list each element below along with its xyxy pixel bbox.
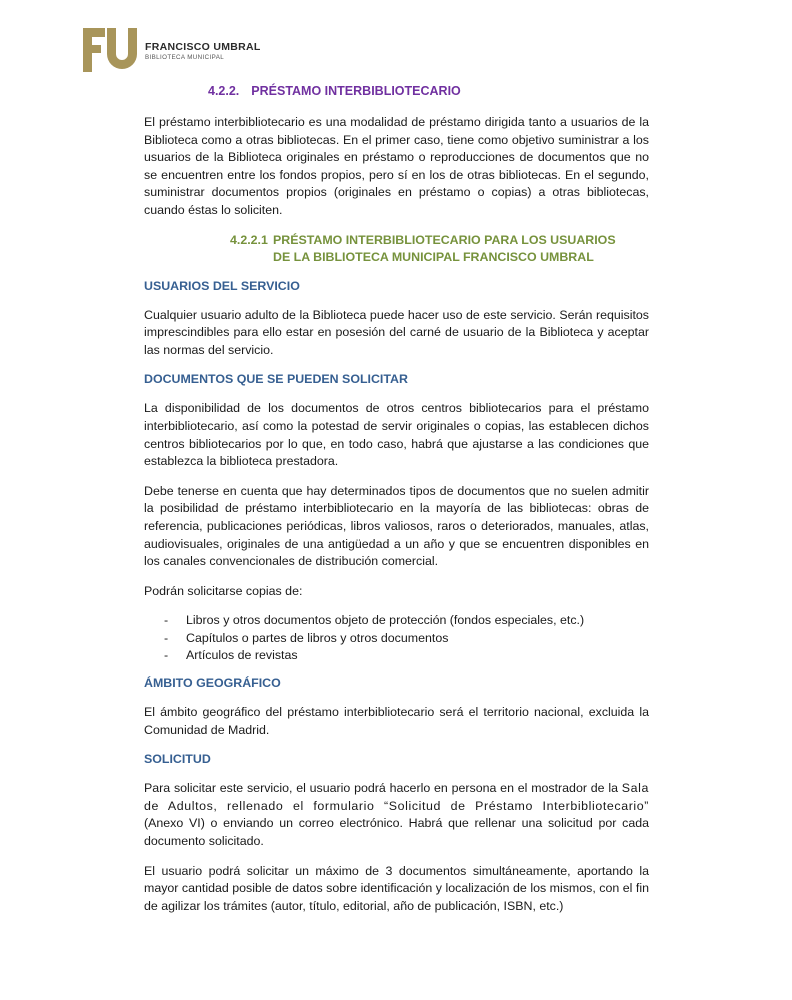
library-logo [83,28,283,72]
logo-name: FRANCISCO UMBRAL [145,41,261,53]
heading-documentos: DOCUMENTOS QUE SE PUEDEN SOLICITAR [144,372,408,387]
section-title [208,84,649,98]
subsection-title [230,232,649,266]
logo-subtitle: BIBLIOTECA MUNICIPAL [145,54,225,61]
fu-logo-icon [83,28,137,72]
section-number: 4.2.2. [208,84,240,98]
usuarios-text: Cualquier usuario adulto de la Biblioteca puede hacer uso de este servicio. Serán requisitos imprescindibles para ello estar en posesión del carné de usuario de la Biblioteca y aceptar las normas del servicio. [144,307,649,357]
solicitud-p2: El usuario podrá solicitar un máximo de 3 documentos simultáneamente, aportando la mayor cantidad posible de datos sobre identificación y localización de los mismos, con el fin de agilizar los trámites (autor, título, editorial, año de publicación, ISBN, etc.) [144,863,649,913]
heading-ambito: ÁMBITO GEOGRÁFICO [144,676,281,691]
subsection-title-line1: PRÉSTAMO INTERBIBLIOTECARIO PARA LOS USUARIOS [273,232,616,247]
documentos-p1: La disponibilidad de los documentos de otros centros bibliotecarios para el préstamo interbibliotecario, así como la potestad de servir originales o copias, las establecen dichos centros bibliotecarios por lo que, en todo caso, habrá que ajustarse a las condiciones que establezca la biblioteca prestadora. [144,401,649,469]
list-item: - Libros y otros documentos objeto de protección (fondos especiales, etc.) [164,613,585,628]
copies-list [144,612,649,665]
subsection-title-line2: DE LA BIBLIOTECA MUNICIPAL FRANCISCO UMBRAL [273,249,594,264]
section-title-text: PRÉSTAMO INTERBIBLIOTECARIO [251,84,461,98]
heading-solicitud: SOLICITUD [144,752,211,767]
solicitud-p1: Para solicitar este servicio, el usuario podrá hacerlo en persona en el mostrador de la Sala de Adultos, rellenado el formulario “Solicitud de Préstamo Interbibliotecario” (Anexo VI) o enviando un correo electrónico. Habrá que rellenar una solicitud por cada documento solicitado. [144,781,649,849]
documentos-p3: Podrán solicitarse copias de: [144,583,303,598]
list-item: - Artículos de revistas [164,648,298,663]
subsection-number: 4.2.2.1 [230,232,268,247]
list-item: - Capítulos o partes de libros y otros documentos [164,630,449,645]
ambito-text: El ámbito geográfico del préstamo interbibliotecario será el territorio nacional, excluida la Comunidad de Madrid. [144,705,649,737]
section-intro: El préstamo interbibliotecario es una modalidad de préstamo dirigida tanto a usuarios de la Biblioteca como a otras bibliotecas. En el primer caso, tiene como objetivo suministrar a los usuarios de la Biblioteca originales en préstamo o reproducciones de documentos que no se encuentren entre los fondos propios, pero sí en los de otras bibliotecas. En el segundo, suministrar documentos propios (originales en préstamo o copias) a otras bibliotecas, cuando éstas lo soliciten. [144,115,649,217]
documentos-p2: Debe tenerse en cuenta que hay determinados tipos de documentos que no suelen admitir la posibilidad de préstamo interbibliotecario en la mayoría de las bibliotecas: obras de referencia, publicaciones periódicas, libros valiosos, raros o deteriorados, manuales, atlas, audiovisuales, originales de una antigüedad a un año y que se encuentren disponibles en los canales convencionales de distribución comercial. [144,483,649,569]
document-body [144,84,649,927]
heading-usuarios: USUARIOS DEL SERVICIO [144,278,300,293]
